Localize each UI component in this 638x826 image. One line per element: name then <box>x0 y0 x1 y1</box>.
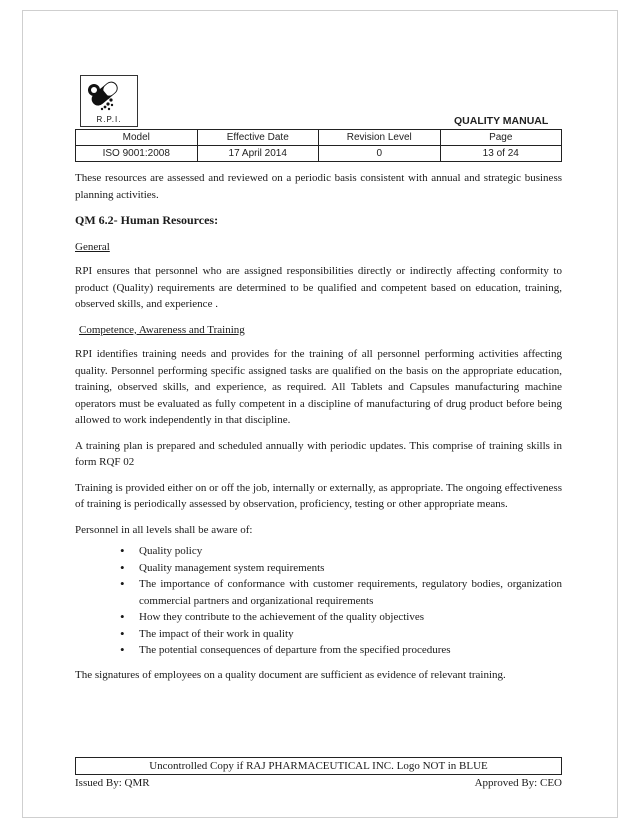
model-value: ISO 9001:2008 <box>76 146 198 162</box>
model-label: Model <box>76 130 198 146</box>
table-value-row <box>76 146 562 162</box>
page-value: 13 of 24 <box>440 146 562 162</box>
list-item: • The impact of their work in quality <box>139 626 562 643</box>
intro-paragraph: These resources are assessed and reviewed on a periodic basis consistent with annual and strategic business planning activities. <box>75 172 562 201</box>
manual-title: QUALITY MANUAL <box>454 115 549 127</box>
general-paragraph: RPI ensures that personnel who are assigned responsibilities directly or indirectly affecting conformity to product (Quality) requirements are determined to be qualified and competent based on education, training, observed skills, and experience . <box>75 265 562 310</box>
list-item: • Quality management system requirements <box>139 560 562 577</box>
uncontrolled-copy-note: Uncontrolled Copy if RAJ PHARMACEUTICAL INC. Logo NOT in BLUE <box>75 757 562 775</box>
issued-by: Issued By: QMR <box>75 777 150 789</box>
general-heading: General <box>75 240 110 253</box>
page-label: Page <box>440 130 562 146</box>
awareness-list <box>75 543 562 659</box>
effective-date-label: Effective Date <box>197 130 319 146</box>
logo-text: R.P.I. <box>96 115 122 124</box>
revision-level-value: 0 <box>319 146 441 162</box>
training-plan-paragraph: A training plan is prepared and scheduled annually with periodic updates. This comprise of training skills in form RQF 02 <box>75 439 562 468</box>
revision-level-label: Revision Level <box>319 130 441 146</box>
section-title: QM 6.2- Human Resources: <box>75 213 219 227</box>
awareness-intro: Personnel in all levels shall be aware of: <box>75 523 253 536</box>
list-item: • The importance of conformance with customer requirements, regulatory bodies, organization commercial partners and organizational requirements <box>139 576 562 609</box>
table-header-row <box>76 130 562 146</box>
list-item: • Quality policy <box>139 543 562 560</box>
competence-paragraph: RPI identifies training needs and provides for the training of all personnel performing activities affecting quality. Personnel performing specific assigned tasks are qualified on the basis on the appropriate education, training, observed skills, and experience, as required. All Tablets and Capsules manufacturing machine operators must be evaluated as fully competent in a discipline of manufacturing of drug product before being allowed to work independently in that discipline. <box>75 348 562 426</box>
signatures-paragraph: The signatures of employees on a quality document are sufficient as evidence of relevant training. <box>75 668 506 681</box>
list-item: • The potential consequences of departure from the specified procedures <box>139 642 562 659</box>
list-item: • How they contribute to the achievement of the quality objectives <box>139 609 562 626</box>
training-provided-paragraph: Training is provided either on or off the job, internally or externally, as appropriate. The ongoing effectiveness of training is periodically assessed by observation, proficiency, testing or other appropriate means. <box>75 481 562 510</box>
effective-date-value: 17 April 2014 <box>197 146 319 162</box>
approved-by: Approved By: CEO <box>474 777 562 789</box>
company-logo <box>80 75 138 127</box>
competence-heading: Competence, Awareness and Training <box>79 323 245 336</box>
document-control-table <box>75 129 562 162</box>
document-body <box>75 170 562 692</box>
